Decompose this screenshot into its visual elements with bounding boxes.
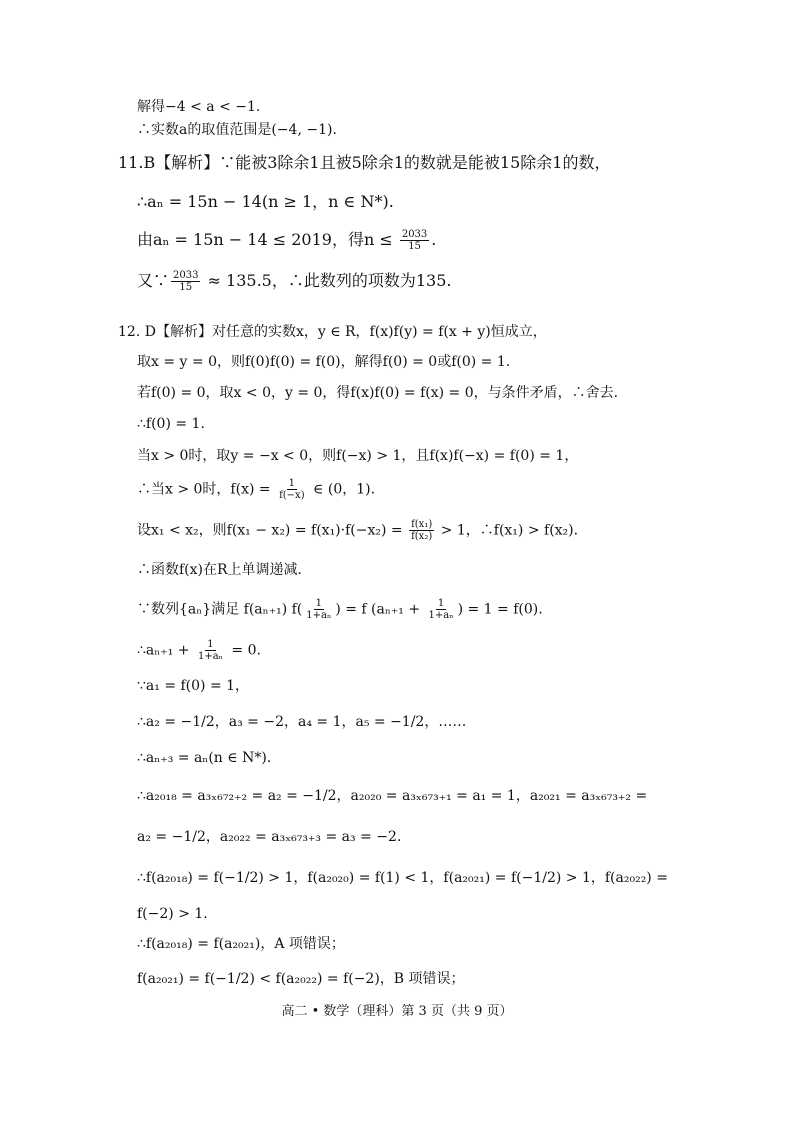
- text-line: 若f(0) = 0，取x < 0，y = 0，得f(x)f(0) = f(x) = 0，与条件矛盾，∴舍去.: [137, 385, 619, 401]
- problem-11-header: 11.B【解析】∵能被3除余1且被5除余1的数就是能被15除余1的数，: [118, 153, 611, 172]
- text-line: [137, 229, 436, 252]
- fraction-numerator: 1: [315, 598, 322, 609]
- fraction-denominator: 1+aₙ: [428, 610, 454, 621]
- text-segment: ∈ (0，1).: [308, 481, 376, 498]
- text-line: ∵a₁ = f(0) = 1，: [137, 678, 250, 694]
- text-line: ∴f(0) = 1.: [137, 416, 205, 432]
- fraction: [427, 598, 456, 621]
- page-footer: 高二 • 数学（理科）第 3 页（共 9 页）: [281, 1004, 513, 1019]
- text-line: [137, 639, 261, 662]
- fraction: [400, 229, 429, 252]
- fraction-numerator: 2033: [401, 229, 428, 240]
- fraction-denominator: 1+aₙ: [306, 610, 332, 621]
- text-line: [137, 478, 375, 501]
- fraction-denominator: 1+aₙ: [197, 651, 223, 662]
- fraction-denominator: 15: [408, 241, 421, 252]
- text-segment: = 0.: [226, 642, 261, 659]
- text-segment: ∴aₙ₊₁ +: [137, 642, 194, 659]
- fraction-numerator: 2033: [173, 270, 199, 281]
- problem-12-header: 12. D【解析】对任意的实数x，y ∈ R，f(x)f(y) = f(x + y)恒成立，: [118, 324, 547, 340]
- fraction-denominator: f(−x): [279, 490, 305, 501]
- text-line: [137, 270, 451, 293]
- text-line: ∴f(a₂₀₁₈) = f(a₂₀₂₁)，A 项错误；: [137, 936, 345, 952]
- text-segment: ) = 1 = f(0).: [457, 601, 543, 618]
- text-segment: ≈ 135.5，∴此数列的项数为135.: [202, 271, 452, 290]
- text-line: 当x > 0时，取y = −x < 0，则f(−x) > 1，且f(x)f(−x) = f(0) = 1，: [137, 448, 579, 464]
- text-line: ∴实数a的取值范围是(−4, −1).: [137, 122, 337, 138]
- text-segment: 由aₙ = 15n − 14 ≤ 2019，得n ≤: [137, 230, 398, 249]
- fraction: [277, 478, 307, 501]
- fraction-numerator: 1: [207, 639, 214, 650]
- text-line: f(a₂₀₂₁) = f(−1/2) < f(a₂₀₂₂) = f(−2)，B 项错误；: [137, 971, 465, 987]
- fraction: [409, 519, 434, 542]
- text-line: f(−2) > 1.: [137, 906, 208, 922]
- text-segment: .: [431, 230, 437, 249]
- fraction-numerator: f(x₁): [411, 519, 433, 530]
- text-line: a₂ = −1/2，a₂₀₂₂ = a₃ₓ₆₇₃₊₃ = a₃ = −2.: [137, 829, 402, 845]
- fraction-numerator: 1: [437, 598, 445, 609]
- text-segment: ) = f (aₙ₊₁ +: [335, 601, 425, 618]
- fraction-denominator: f(x₂): [411, 531, 433, 542]
- text-line: ∴f(a₂₀₁₈) = f(−1/2) > 1，f(a₂₀₂₀) = f(1) < 1，f(a₂₀₂₁) = f(−1/2) > 1，f(a₂₀₂₂) =: [137, 870, 668, 886]
- text-line: ∴函数f(x)在R上单调递减.: [137, 562, 302, 578]
- text-line: [137, 519, 578, 542]
- text-line: ∴a₂₀₁₈ = a₃ₓ₆₇₂₊₂ = a₂ = −1/2，a₂₀₂₀ = a₃ₓ₆₇₃₊₁ = a₁ = 1，a₂₀₂₁ = a₃ₓ₆₇₃₊₂ =: [137, 788, 648, 804]
- text-segment: ∵数列{aₙ}满足 f(aₙ₊₁) f(: [137, 601, 303, 618]
- fraction: [196, 639, 225, 662]
- text-line: ∴aₙ₊₃ = aₙ(n ∈ N*).: [137, 750, 272, 766]
- fraction: [171, 270, 200, 293]
- text-line: ∴aₙ = 15n − 14(n ≥ 1，n ∈ N*).: [137, 192, 394, 211]
- fraction-denominator: 15: [179, 282, 193, 293]
- text-line: 取x = y = 0，则f(0)f(0) = f(0)，解得f(0) = 0或f(0) = 1.: [137, 354, 511, 370]
- text-segment: 设x₁ < x₂，则f(x₁ − x₂) = f(x₁)·f(−x₂) =: [137, 522, 408, 539]
- fraction-numerator: 1: [288, 478, 296, 489]
- text-line: [137, 598, 543, 621]
- text-segment: ∴当x > 0时，f(x) =: [137, 481, 276, 498]
- text-segment: > 1，∴f(x₁) > f(x₂).: [436, 522, 579, 539]
- text-line: ∴a₂ = −1/2，a₃ = −2，a₄ = 1，a₅ = −1/2，……: [137, 714, 467, 730]
- fraction: [304, 598, 333, 621]
- text-segment: 又∵: [137, 271, 170, 290]
- text-line: 解得−4 < a < −1.: [137, 99, 261, 115]
